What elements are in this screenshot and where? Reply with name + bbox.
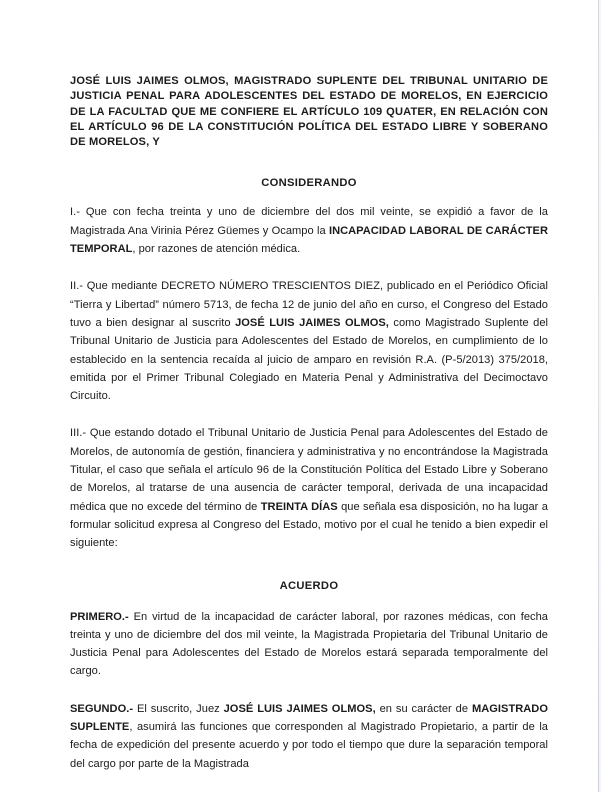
scan-edge-line <box>598 0 599 792</box>
section-title-acuerdo: ACUERDO <box>279 579 339 592</box>
acuerdo-item-segundo: SEGUNDO.- El suscrito, Juez JOSÉ LUIS JAIMES OLMOS, en su carácter de MAGISTRADO SUPLENTE, asumirá las funciones que corresponden al Magistrado Propietario, a partir de la fecha de expedición del presente acuerdo y por todo el tiempo que dure la separación temporal del cargo por parte de la Magistrada <box>70 702 548 770</box>
scan-edge-halo <box>599 0 601 792</box>
acuerdo-item-primero: PRIMERO.- En virtud de la incapacidad de carácter laboral, por razones médicas, con fecha treinta y uno de diciembre del dos mil veinte, la Magistrada Propietaria del Tribunal Unitario de Justicia Penal para Adolescentes del Estado de Morelos estará separada temporalmente del cargo. <box>70 610 548 678</box>
considerando-item-2: II.- Que mediante DECRETO NÚMERO TRESCIENTOS DIEZ, publicado en el Periódico Oficial “Tierra y Libertad” número 5713, de fecha 12 de junio del año en curso, el Congreso del Estado tuvo a bien designar al suscrito JOSÉ LUIS JAIMES OLMOS, como Magistrado Suplente del Tribunal Unitario de Justicia para Adolescentes del Estado de Morelos, en cumplimiento de lo establecido en la sentencia recaída al juicio de amparo en revisión R.A. (P-5/2013) 375/2018, emitida por el Primer Tribunal Colegiado en Materia Penal y Administrativa del Decimoctavo Circuito. <box>70 280 548 403</box>
document-heading: JOSÉ LUIS JAIMES OLMOS, MAGISTRADO SUPLENTE DEL TRIBUNAL UNITARIO DE JUSTICIA PENAL PARA ADOLESCENTES DEL ESTADO DE MORELOS, EN EJERCICIO DE LA FACULTAD QUE ME CONFIERE EL ARTÍCULO 109 QUATER, EN RELACIÓN CON EL ARTÍCULO 96 DE LA CONSTITUCIÓN POLÍTICA DEL ESTADO LIBRE Y SOBERANO DE MORELOS, Y <box>70 75 548 149</box>
considerando-item-3: III.- Que estando dotado el Tribunal Unitario de Justicia Penal para Adolescentes del Estado de Morelos, de autonomía de gestión, financiera y administrativa y no encontrándose la Magistrada Titular, el caso que señala el artículo 96 de la Constitución Política del Estado Libre y Soberano de Morelos, al tratarse de una ausencia de carácter temporal, derivada de una incapacidad médica que no excede del término de TREINTA DÍAS que señala esa disposición, no ha lugar a formular solicitud expresa al Congreso del Estado, motivo por el cual he tenido a bien expedir el siguiente: <box>70 427 548 550</box>
section-title-considerando: CONSIDERANDO <box>261 177 357 190</box>
document-body <box>70 74 548 773</box>
considerando-item-1: I.- Que con fecha treinta y uno de diciembre del dos mil veinte, se expidió a favor de la Magistrada Ana Virinia Pérez Güemes y Ocampo la INCAPACIDAD LABORAL DE CARÁCTER TEMPORAL, por razones de atención médica. <box>70 206 548 256</box>
